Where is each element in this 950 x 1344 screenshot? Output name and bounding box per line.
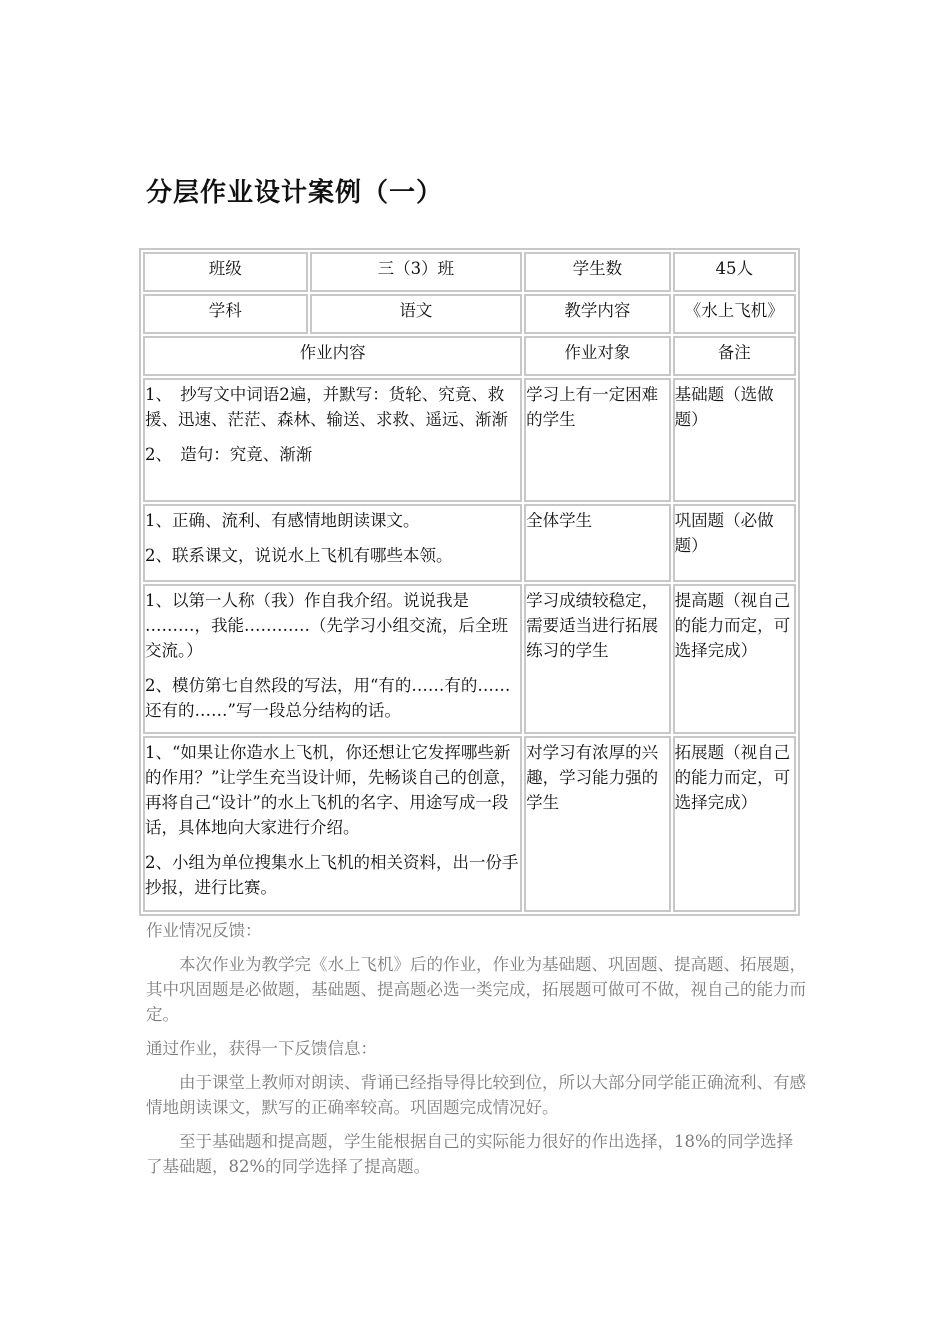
homework-target-cell: 学习成绩较稳定，需要适当进行拓展练习的学生 — [524, 584, 670, 734]
table-row-subject — [143, 294, 796, 334]
students-value: 45人 — [673, 252, 796, 292]
header-note: 备注 — [673, 336, 796, 376]
feedback-paragraph: 由于课堂上教师对朗读、背诵已经指导得比较到位，所以大部分同学能正确流利、有感情地朗读课文，默写的正确率较高。巩固题完成情况好。 — [146, 1073, 806, 1117]
students-label: 学生数 — [524, 252, 670, 292]
table-row-basic — [143, 378, 796, 502]
teaching-content-value: 《水上飞机》 — [673, 294, 796, 334]
feedback-paragraph: 本次作业为教学完《水上飞机》后的作业，作业为基础题、巩固题、提高题、拓展题，其中巩固题是必做题，基础题、提高题必选一类完成，拓展题可做可不做，视自己的能力而定。 — [146, 955, 806, 1024]
homework-note-cell: 基础题（选做题） — [673, 378, 796, 502]
homework-target-cell: 学习上有一定困难的学生 — [524, 378, 670, 502]
homework-content-cell — [143, 504, 522, 582]
homework-item: 2、联系课文，说说水上飞机有哪些本领。 — [145, 546, 453, 565]
header-target: 作业对象 — [524, 336, 670, 376]
table-header-row — [143, 336, 796, 376]
subject-value: 语文 — [310, 294, 523, 334]
homework-note-cell: 提高题（视自己的能力而定，可选择完成） — [673, 584, 796, 734]
homework-item: 2、模仿第七自然段的写法，用“有的……有的……还有的……”写一段总分结构的话。 — [145, 676, 511, 720]
homework-item: 1、 抄写文中词语2遍，并默写：货轮、究竟、救援、迅速、茫茫、森林、输送、求救、遥远、渐渐 — [145, 385, 508, 429]
subject-label: 学科 — [143, 294, 308, 334]
homework-note-cell: 拓展题（视自己的能力而定，可选择完成） — [673, 736, 796, 912]
class-value: 三（3）班 — [310, 252, 523, 292]
feedback-paragraph: 至于基础题和提高题，学生能根据自己的实际能力很好的作出选择，18%的同学选择了基础题，82%的同学选择了提高题。 — [146, 1132, 794, 1176]
table-row-consolidate — [143, 504, 796, 582]
homework-target-cell: 全体学生 — [524, 504, 670, 582]
class-label: 班级 — [143, 252, 308, 292]
feedback-heading: 通过作业，获得一下反馈信息： — [146, 1039, 377, 1058]
table-row-improve — [143, 584, 796, 734]
homework-item: 1、“如果让你造水上飞机，你还想让它发挥哪些新的作用？”让学生充当设计师，先畅谈自己的创意，再将自己“设计”的水上飞机的名字、用途写成一段话，具体地向大家进行介绍。 — [145, 743, 517, 837]
feedback-section — [146, 918, 806, 1188]
homework-content-cell — [143, 736, 522, 912]
homework-content-cell — [143, 584, 522, 734]
header-homework-content: 作业内容 — [143, 336, 522, 376]
homework-item: 2、小组为单位搜集水上飞机的相关资料，出一份手抄报，进行比赛。 — [145, 853, 519, 897]
feedback-heading: 作业情况反馈： — [146, 921, 262, 940]
page-title: 分层作业设计案例（一） — [146, 178, 444, 208]
table-row-extend — [143, 736, 796, 912]
homework-content-cell — [143, 378, 522, 502]
homework-table — [139, 248, 800, 916]
teaching-content-label: 教学内容 — [524, 294, 670, 334]
table-row-class — [143, 252, 796, 292]
homework-target-cell: 对学习有浓厚的兴趣，学习能力强的学生 — [524, 736, 670, 912]
homework-item: 2、 造句：究竟、渐渐 — [145, 445, 313, 464]
homework-item: 1、以第一人称（我）作自我介绍。说说我是 ………，我能…………（先学习小组交流，后全班交流。） — [145, 591, 508, 660]
homework-note-cell: 巩固题（必做题） — [673, 504, 796, 582]
homework-item: 1、正确、流利、有感情地朗读课文。 — [145, 511, 420, 530]
